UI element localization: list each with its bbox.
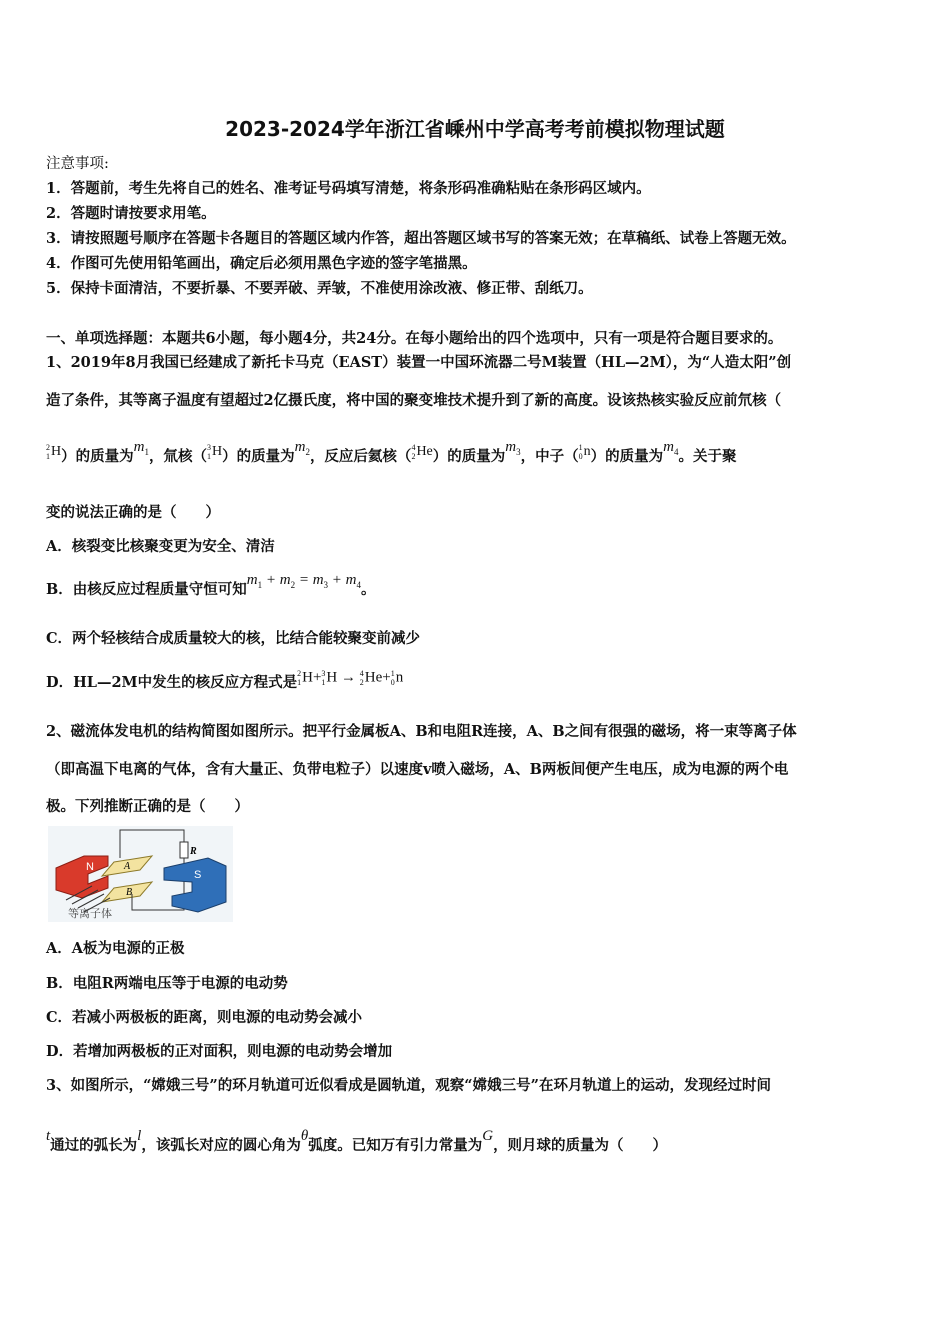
q1-option-c: C．两个轻核结合成质量较大的核，比结合能较聚变前减少 — [46, 630, 421, 647]
plate-a-label: A — [124, 861, 131, 872]
q2-stem-line: 极。下列推断正确的是（ ） — [46, 798, 249, 815]
q2-option-b: B．电阻R两端电压等于电源的电动势 — [46, 975, 288, 992]
notice-item: 5．保持卡面清洁，不要折暴、不要弄破、弄皱，不准使用涂改液、修正带、刮纸刀。 — [46, 280, 593, 297]
q2-option-c: C．若减小两极板的距离，则电源的电动势会减小 — [46, 1009, 363, 1026]
notice-heading: 注意事项: — [46, 156, 109, 172]
n-label: N — [86, 861, 94, 873]
q1-stem-line: 变的说法正确的是（ ） — [46, 504, 220, 521]
q1-option-d: D．HL—2M中发生的核反应方程式是 2 1 H+ 3 1 H → 4 2 He+ 1 0 n — [46, 668, 404, 691]
mass-equation: $m_1 + m_2 = m_3 + m_4$ — [246, 572, 362, 590]
q2-option-a: A．A板为电源的正极 — [46, 940, 185, 957]
neutron-symbol: 1 0 n — [578, 442, 591, 461]
page-title: 2023-2024学年浙江省嵊州中学高考考前模拟物理试题 — [225, 117, 725, 141]
q3-stem-line: 3、如图所示，“嫦娥三号”的环月轨道可近似看成是圆轨道，观察“嫦娥三号”在环月轨道上的运动，发现经过时间 — [46, 1077, 771, 1094]
q1-option-b: B．由核反应过程质量守恒可知$m_1 + m_2 = m_3 + m_4$。 — [46, 572, 376, 598]
helium-symbol: 4 2 He — [411, 442, 433, 461]
notice-item: 4．作图可先使用铅笔画出，确定后必须用黑色字迹的签字笔描黑。 — [46, 255, 477, 272]
section-heading: 一、单项选择题：本题共6小题，每小题4分，共24分。在每小题给出的四个选项中，只有一项是符合题目要求的。 — [46, 330, 783, 347]
mhd-generator-figure — [48, 826, 233, 922]
q1-stem-formula-line: 2 1 H）的质量为$m_1$，氚核（ 3 1 H）的质量为$m_2$，反应后氦核（ 4 2 He）的质量为$m_3$，中子（ 1 0 n）的质量为$m_4$。关于聚 — [46, 439, 737, 465]
deuterium-symbol: 2 1 H — [46, 442, 62, 461]
notice-item: 1．答题前，考生先将自己的姓名、准考证号码填写清楚，将条形码准确粘贴在条形码区域内。 — [46, 180, 651, 197]
resistor — [180, 842, 188, 858]
q3-stem-formula-line: t通过的弧长为l，该弧长对应的圆心角为θ弧度。已知万有引力常量为G，则月球的质量为（ ） — [46, 1128, 668, 1154]
q1-stem-line: 1、2019年8月我国已经建成了新托卡马克（EAST）装置一中国环流器二号M装置（HL—2M），为“人造太阳”创 — [46, 354, 792, 371]
notice-item: 3．请按照题号顺序在答题卡各题目的答题区域内作答，超出答题区域书写的答案无效；在草稿纸、试卷上答题无效。 — [46, 230, 796, 247]
q2-stem-line: （即高温下电离的气体，含有大量正、负带电粒子）以速度v喷入磁场，A、B两板间便产生电压，成为电源的两个电 — [46, 761, 789, 778]
reaction-equation: 2 1 H+ 3 1 H → 4 2 He+ 1 0 n — [297, 668, 404, 687]
notice-item: 2．答题时请按要求用笔。 — [46, 205, 216, 222]
q2-stem-line: 2、磁流体发电机的结构简图如图所示。把平行金属板A、B和电阻R连接，A、B之间有很强的磁场，将一束等离子体 — [46, 723, 797, 740]
plate-b-label: B — [126, 887, 133, 898]
s-label: S — [194, 869, 202, 881]
q1-option-a: A．核裂变比核聚变更为安全、清洁 — [46, 538, 275, 555]
resistor-label: R — [190, 846, 197, 857]
q2-option-d: D．若增加两极板的正对面积，则电源的电动势会增加 — [46, 1043, 393, 1060]
q1-stem-line: 造了条件，其等离子温度有望超过2亿摄氏度，将中国的聚变堆技术提升到了新的高度。设该热核实验反应前氘核（ — [46, 392, 782, 409]
figure-caption: 等离子体 — [68, 907, 112, 920]
tritium-symbol: 3 1 H — [206, 442, 223, 461]
